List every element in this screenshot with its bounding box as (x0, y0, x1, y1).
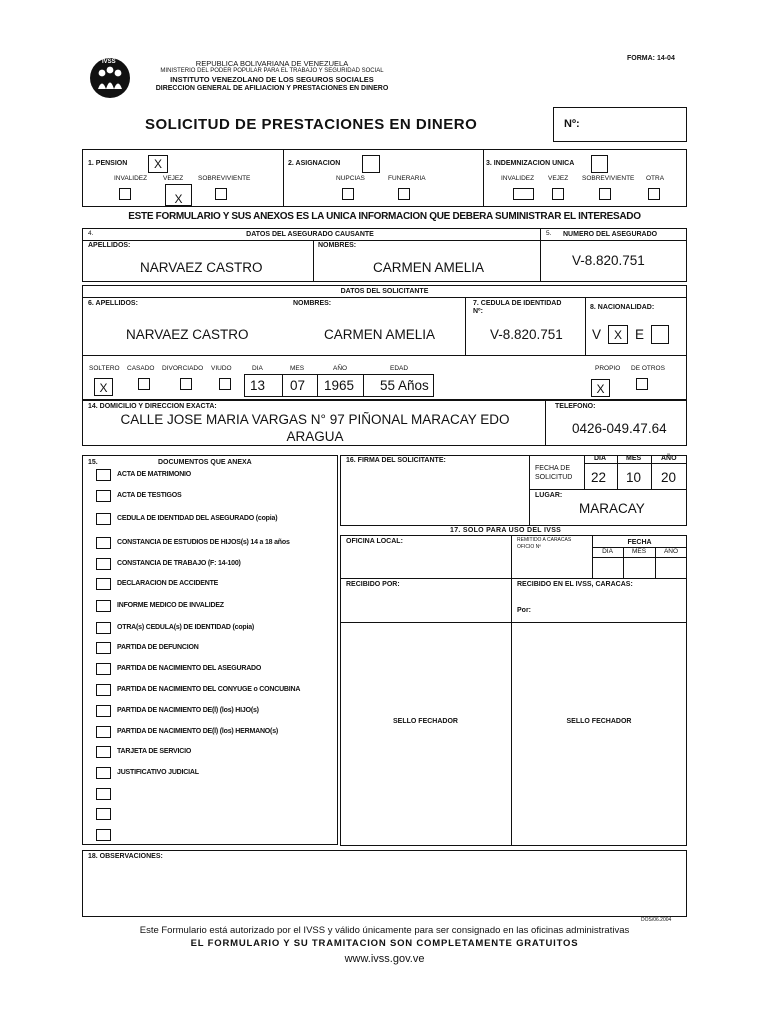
form-code: FORMA: 14-04 (627, 55, 675, 62)
asegurado-apellidos-value[interactable]: NARVAEZ CASTRO (140, 260, 263, 275)
indemnizacion-checkbox[interactable] (591, 155, 608, 173)
documento-item-label: CEDULA DE IDENTIDAD DEL ASEGURADO (copia) (117, 515, 278, 522)
cedula-label: 7. CEDULA DE IDENTIDAD (473, 300, 562, 307)
documento-item-label: PARTIDA DE NACIMIENTO DE(l) (los) HERMANO(s) (117, 728, 279, 735)
domicilio-line-2[interactable]: ARAGUA (286, 429, 344, 444)
observaciones-box[interactable] (82, 850, 687, 917)
documentos-num: 15. (88, 459, 98, 466)
firma-mes-value[interactable]: 10 (626, 470, 642, 485)
propio-checkbox[interactable]: X (591, 379, 610, 397)
documento-item-label: PARTIDA DE DEFUNCION (117, 644, 199, 651)
documento-checkbox[interactable] (96, 788, 111, 800)
mes-label: MES (290, 365, 305, 372)
documento-item-label: CONSTANCIA DE ESTUDIOS DE HIJOS(s) 14 a 18 años (117, 539, 290, 546)
documento-checkbox[interactable] (96, 663, 111, 675)
firma-dia-label: DIA (594, 455, 607, 462)
fecha-solicitud-label-1: FECHA DE (535, 465, 571, 472)
solicitante-nombres-value[interactable]: CARMEN AMELIA (324, 327, 436, 342)
nac-e-label: E (635, 327, 645, 342)
footer-line-1: Este Formulario está autorizado por el IVSS y válido únicamente para ser consignado en las oficinas administrativas (139, 925, 630, 936)
ivss-logo (88, 56, 132, 100)
vejez-label: VEJEZ (163, 175, 184, 182)
casado-checkbox[interactable] (138, 378, 150, 390)
telefono-label: TELEFONO: (555, 403, 596, 410)
nac-e-checkbox[interactable] (651, 325, 669, 344)
documento-checkbox[interactable] (96, 684, 111, 696)
header-line-4: DIRECCION GENERAL DE AFILIACION Y PRESTACIONES EN DINERO (155, 85, 389, 92)
asignacion-label: 2. ASIGNACION (288, 160, 341, 167)
solicitante-apellidos-value[interactable]: NARVAEZ CASTRO (126, 327, 249, 342)
edad-value[interactable]: 55 Años (380, 378, 429, 393)
firma-ano-value[interactable]: 20 (661, 470, 677, 485)
numero-label: Nº: (564, 118, 580, 130)
documento-item-label: ACTA DE TESTIGOS (117, 492, 182, 499)
documento-item-label: CONSTANCIA DE TRABAJO (F: 14-100) (117, 560, 241, 567)
sobreviviente2-label: SOBREVIVIENTE (582, 175, 635, 182)
asegurado-apellidos-label: APELLIDOS: (88, 242, 131, 249)
viudo-checkbox[interactable] (219, 378, 231, 390)
sobreviviente-label: SOBREVIVIENTE (198, 175, 251, 182)
sobreviviente-checkbox[interactable] (215, 188, 227, 200)
recibido-por-label: RECIBIDO POR: (346, 581, 400, 588)
nac-v-label: V (592, 327, 602, 342)
ano-value[interactable]: 1965 (324, 378, 355, 393)
ano-label: AÑO (333, 365, 348, 372)
sobreviviente2-checkbox[interactable] (599, 188, 611, 200)
domicilio-line-1[interactable]: CALLE JOSE MARIA VARGAS N° 97 PIÑONAL MARACAY EDO (120, 412, 510, 427)
documento-checkbox[interactable] (96, 726, 111, 738)
asignacion-checkbox[interactable] (362, 155, 380, 173)
vejez2-label: VEJEZ (548, 175, 569, 182)
lugar-label: LUGAR: (535, 492, 563, 499)
solicitante-nombres-label: NOMBRES: (293, 300, 332, 307)
documento-checkbox[interactable] (96, 490, 111, 502)
documento-checkbox[interactable] (96, 537, 111, 549)
vejez2-checkbox[interactable] (552, 188, 564, 200)
edad-label: EDAD (390, 365, 409, 372)
documento-item-label: PARTIDA DE NACIMIENTO DEL CONYUGE o CONCUBINA (117, 686, 301, 693)
nacionalidad-label: 8. NACIONALIDAD: (590, 304, 655, 311)
indemnizacion-label: 3. INDEMNIZACION UNICA (486, 160, 575, 167)
asegurado-nombres-value[interactable]: CARMEN AMELIA (373, 260, 485, 275)
fecha-solicitud-label-2: SOLICITUD (535, 474, 573, 481)
documento-checkbox[interactable] (96, 513, 111, 525)
documento-item-label: INFORME MEDICO DE INVALIDEZ (117, 602, 224, 609)
footer-line-2: EL FORMULARIO Y SU TRAMITACION SON COMPLETAMENTE GRATUITOS (190, 938, 579, 949)
documentos-header: DOCUMENTOS QUE ANEXA (158, 459, 252, 466)
ivss-mes-label: MES (631, 548, 647, 555)
numero-box[interactable] (553, 107, 687, 142)
header-line-1: REPUBLICA BOLIVARIANA DE VENEZUELA (195, 59, 349, 68)
mes-value[interactable]: 07 (290, 378, 306, 393)
firma-mes-label: MES (626, 455, 642, 462)
cedula-label-2: Nº: (473, 308, 483, 315)
documento-checkbox[interactable] (96, 642, 111, 654)
documento-checkbox[interactable] (96, 558, 111, 570)
documento-item-label: PARTIDA DE NACIMIENTO DE(l) (los) HIJO(s) (117, 707, 259, 714)
solicitante-apellidos-label: 6. APELLIDOS: (88, 300, 138, 307)
otra-label: OTRA (646, 175, 665, 182)
otra-checkbox[interactable] (648, 188, 660, 200)
documento-item-label: JUSTIFICATIVO JUDICIAL (117, 769, 199, 776)
numero-asegurado-header: NUMERO DEL ASEGURADO (563, 231, 658, 238)
vejez-checkbox[interactable]: X (165, 184, 192, 206)
documento-checkbox[interactable] (96, 808, 111, 820)
ivss-ano-label: AÑO (663, 548, 679, 555)
dia-value[interactable]: 13 (250, 378, 266, 393)
form-title: SOLICITUD DE PRESTACIONES EN DINERO (145, 116, 478, 133)
de-otros-label: DE OTROS (631, 365, 665, 372)
documento-item-label: TARJETA DE SERVICIO (117, 748, 192, 755)
documento-checkbox[interactable] (96, 829, 111, 841)
ivss-fecha-label: FECHA (627, 539, 652, 546)
invalidez2-checkbox[interactable] (513, 188, 534, 200)
soltero-checkbox[interactable]: X (94, 378, 113, 396)
nupcias-checkbox[interactable] (342, 188, 354, 200)
asegurado-nombres-label: NOMBRES: (318, 242, 357, 249)
firma-label: 16. FIRMA DEL SOLICITANTE: (346, 457, 446, 464)
documento-checkbox[interactable] (96, 600, 111, 612)
pension-checkbox[interactable]: X (148, 155, 168, 173)
divorciado-checkbox[interactable] (180, 378, 192, 390)
ivss-dia-label: DIA (602, 548, 613, 555)
soltero-label: SOLTERO (89, 365, 120, 372)
propio-label: PROPIO (595, 365, 621, 372)
cedula-value[interactable]: V-8.820.751 (490, 327, 563, 342)
recibido-ivss-label: RECIBIDO EN EL IVSS, CARACAS: (517, 581, 633, 588)
asegurado-header: DATOS DEL ASEGURADO CAUSANTE (246, 231, 374, 238)
firma-dia-value[interactable]: 22 (591, 470, 607, 485)
remitido-label-2: OFICIO Nº (517, 544, 542, 550)
pension-label: 1. PENSION (88, 160, 128, 167)
header-line-2: MINISTERIO DEL PODER POPULAR PARA EL TRABAJO Y SEGURIDAD SOCIAL (160, 68, 384, 74)
sello-fechador-1: SELLO FECHADOR (393, 718, 458, 725)
ivss-header: 17. SOLO PARA USO DEL IVSS (450, 527, 562, 534)
remitido-label-1: REMITIDO A CARACAS (517, 537, 572, 543)
logo-text: IVSS (102, 59, 116, 65)
documento-item-label: ACTA DE MATRIMONIO (117, 471, 192, 478)
documento-checkbox[interactable] (96, 746, 111, 758)
documento-item-label: OTRA(s) CEDULA(s) DE IDENTIDAD (copia) (117, 624, 255, 631)
casado-label: CASADO (127, 365, 155, 372)
domicilio-label: 14. DOMICILIO Y DIRECCION EXACTA: (88, 403, 217, 410)
de-otros-checkbox[interactable] (636, 378, 648, 390)
por-label: Por: (517, 607, 531, 614)
invalidez2-label: INVALIDEZ (501, 175, 535, 182)
documento-item-label: DECLARACION DE ACCIDENTE (117, 580, 219, 587)
telefono-value[interactable]: 0426-049.47.64 (572, 421, 667, 436)
solicitante-header: DATOS DEL SOLICITANTE (340, 288, 429, 295)
firma-ano-label: AÑO (661, 455, 677, 462)
header-line-3: INSTITUTO VENEZOLANO DE LOS SEGUROS SOCIALES (170, 75, 374, 84)
documento-item-label: PARTIDA DE NACIMIENTO DEL ASEGURADO (117, 665, 262, 672)
oficina-local-label: OFICINA LOCAL: (346, 538, 403, 545)
funeraria-checkbox[interactable] (398, 188, 410, 200)
form-version-code: DOS/06.2004 (641, 917, 672, 923)
lugar-value[interactable]: MARACAY (579, 501, 645, 516)
nac-v-checkbox[interactable]: X (608, 325, 628, 344)
documento-checkbox[interactable] (96, 469, 111, 481)
invalidez-checkbox[interactable] (119, 188, 131, 200)
documento-checkbox[interactable] (96, 622, 111, 634)
observaciones-label: 18. OBSERVACIONES: (88, 853, 163, 860)
sello-fechador-2: SELLO FECHADOR (566, 718, 632, 725)
dia-label: DIA (252, 365, 263, 372)
numero-asegurado-value[interactable]: V-8.820.751 (572, 253, 645, 268)
divorciado-label: DIVORCIADO (162, 365, 204, 372)
invalidez-label: INVALIDEZ (114, 175, 148, 182)
footer-url[interactable]: www.ivss.gov.ve (344, 953, 425, 965)
documento-checkbox[interactable] (96, 705, 111, 717)
viudo-label: VIUDO (211, 365, 232, 372)
documento-checkbox[interactable] (96, 578, 111, 590)
notice-text: ESTE FORMULARIO Y SUS ANEXOS ES LA UNICA INFORMACION QUE DEBERA SUMINISTRAR EL INTERESADO (128, 211, 641, 222)
nupcias-label: NUPCIAS (336, 175, 365, 182)
num4-label: 4. (88, 230, 94, 237)
funeraria-label: FUNERARIA (388, 175, 426, 182)
num5-label: 5. (546, 230, 552, 237)
documento-checkbox[interactable] (96, 767, 111, 779)
